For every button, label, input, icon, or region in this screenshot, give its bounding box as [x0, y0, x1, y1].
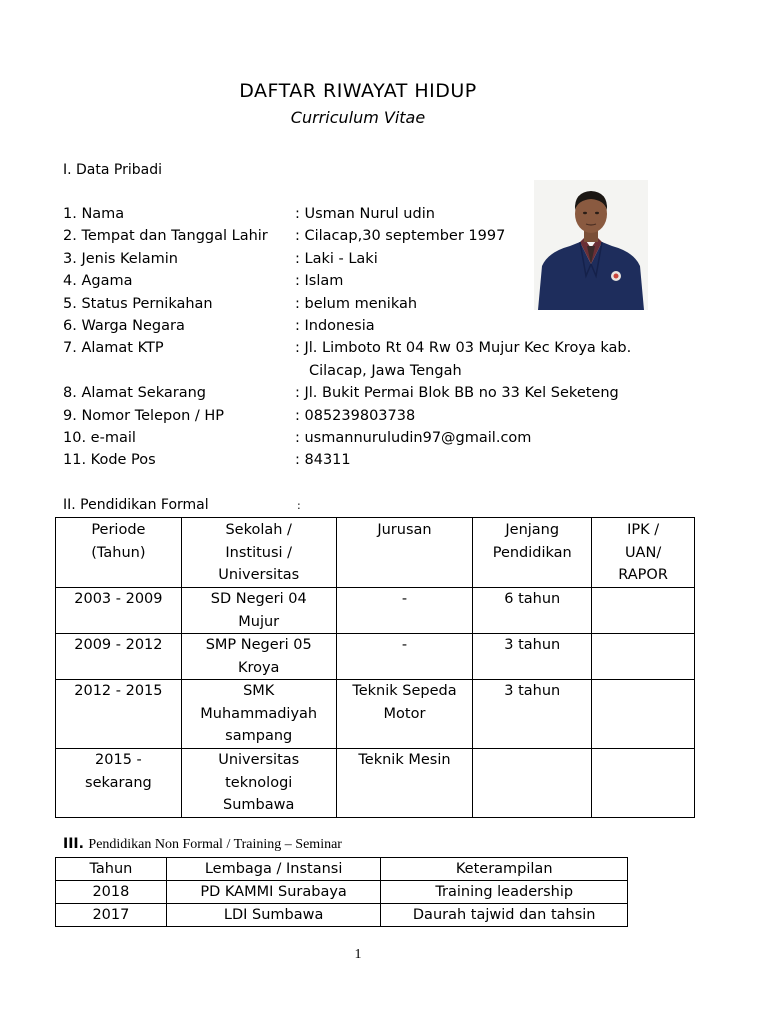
column-header-sekolah: Sekolah / Institusi / Universitas	[181, 518, 336, 588]
personal-label: 7. Alamat KTP	[63, 340, 164, 357]
table-row	[56, 904, 628, 927]
personal-label: 5. Status Pernikahan	[63, 295, 213, 312]
personal-label: 1. Nama	[63, 206, 125, 222]
table-cell: 2012 - 2015	[56, 680, 182, 749]
nonformal-table	[55, 857, 628, 927]
table-cell: Teknik Mesin	[336, 749, 473, 818]
table-row	[56, 588, 695, 634]
personal-value: : 84311	[295, 452, 351, 469]
personal-value: : Islam	[295, 273, 344, 290]
page-number: 1	[354, 947, 362, 962]
section-colon: :	[297, 499, 301, 512]
personal-value: : Laki - Laki	[295, 250, 378, 267]
column-header-periode: Periode (Tahun)	[56, 518, 182, 588]
personal-value: : Jl. Bukit Permai Blok BB no 33 Kel Seketeng	[295, 385, 619, 402]
section-number: III.	[63, 836, 84, 852]
table-cell: 2003 - 2009	[56, 588, 182, 634]
personal-value: : Jl. Limboto Rt 04 Rw 03 Mujur Kec Kroya kab.	[295, 340, 632, 357]
table-cell: 3 tahun	[473, 634, 592, 680]
section-pendidikan-formal-label: II. Pendidikan Formal	[63, 497, 209, 513]
table-cell	[592, 680, 695, 749]
table-header-row	[56, 518, 695, 588]
personal-label: 4. Agama	[63, 273, 133, 290]
person-portrait-icon	[534, 180, 648, 310]
table-row	[56, 634, 695, 680]
table-cell	[592, 749, 695, 818]
table-cell: Universitas teknologi Sumbawa	[181, 749, 336, 818]
personal-label: 2. Tempat dan Tanggal Lahir	[63, 228, 268, 245]
section-data-pribadi-heading: I. Data Pribadi	[63, 162, 162, 178]
table-cell: 2017	[56, 904, 167, 927]
personal-value: Cilacap, Jawa Tengah	[309, 362, 462, 379]
table-header-row	[56, 858, 628, 881]
table-cell: 2009 - 2012	[56, 634, 182, 680]
column-header-jenjang: Jenjang Pendidikan	[473, 518, 592, 588]
column-header-ipk: IPK / UAN/ RAPOR	[592, 518, 695, 588]
table-cell: Training leadership	[381, 881, 628, 904]
personal-row-email	[63, 427, 683, 449]
table-cell: 3 tahun	[473, 680, 592, 749]
education-table	[55, 517, 695, 818]
table-cell: Daurah tajwid dan tahsin	[381, 904, 628, 927]
personal-label: 8. Alamat Sekarang	[63, 385, 206, 402]
table-cell: SD Negeri 04 Mujur	[181, 588, 336, 634]
personal-row-warga-negara	[63, 315, 683, 337]
column-header-tahun: Tahun	[56, 858, 167, 881]
table-cell	[592, 634, 695, 680]
personal-label: 11. Kode Pos	[63, 452, 156, 469]
personal-label: 6. Warga Negara	[63, 317, 185, 334]
personal-label: 9. Nomor Telepon / HP	[63, 407, 225, 424]
personal-value: : 085239803738	[295, 407, 416, 424]
table-cell: 6 tahun	[473, 588, 592, 634]
personal-row-alamat-ktp	[63, 337, 683, 359]
table-cell: Teknik Sepeda Motor	[336, 680, 473, 749]
section-pendidikan-formal-heading	[63, 497, 301, 513]
personal-label: 10. e-mail	[63, 429, 136, 446]
column-header-lembaga: Lembaga / Instansi	[166, 858, 381, 881]
table-cell: -	[336, 634, 473, 680]
table-cell: -	[336, 588, 473, 634]
personal-value: : usmannuruludin97@gmail.com	[295, 429, 532, 446]
personal-value: : Cilacap,30 september 1997	[295, 228, 506, 245]
personal-row-alamat-ktp-cont	[63, 360, 683, 382]
table-row	[56, 680, 695, 749]
section-nonformal-heading	[63, 836, 342, 853]
table-cell: PD KAMMI Surabaya	[166, 881, 381, 904]
personal-row-telepon	[63, 405, 683, 427]
column-header-keterampilan: Keterampilan	[381, 858, 628, 881]
column-header-jurusan: Jurusan	[336, 518, 473, 588]
section-nonformal-label: Pendidikan Non Formal / Training – Seminar	[88, 837, 342, 852]
table-cell	[592, 588, 695, 634]
table-cell	[473, 749, 592, 818]
personal-value: : belum menikah	[295, 295, 418, 312]
personal-value: : Usman Nurul udin	[295, 206, 435, 222]
table-row	[56, 749, 695, 818]
table-cell: 2018	[56, 881, 167, 904]
table-cell: 2015 - sekarang	[56, 749, 182, 818]
table-cell: SMK Muhammadiyah sampang	[181, 680, 336, 749]
profile-photo	[534, 180, 648, 310]
table-cell: LDI Sumbawa	[166, 904, 381, 927]
document-subtitle: Curriculum Vitae	[290, 108, 426, 127]
personal-value: : Indonesia	[295, 317, 375, 334]
personal-row-alamat-sekarang	[63, 382, 683, 404]
personal-row-kode-pos	[63, 449, 683, 471]
document-title: DAFTAR RIWAYAT HIDUP	[239, 80, 477, 102]
table-row	[56, 881, 628, 904]
personal-label: 3. Jenis Kelamin	[63, 250, 178, 267]
table-cell: SMP Negeri 05 Kroya	[181, 634, 336, 680]
